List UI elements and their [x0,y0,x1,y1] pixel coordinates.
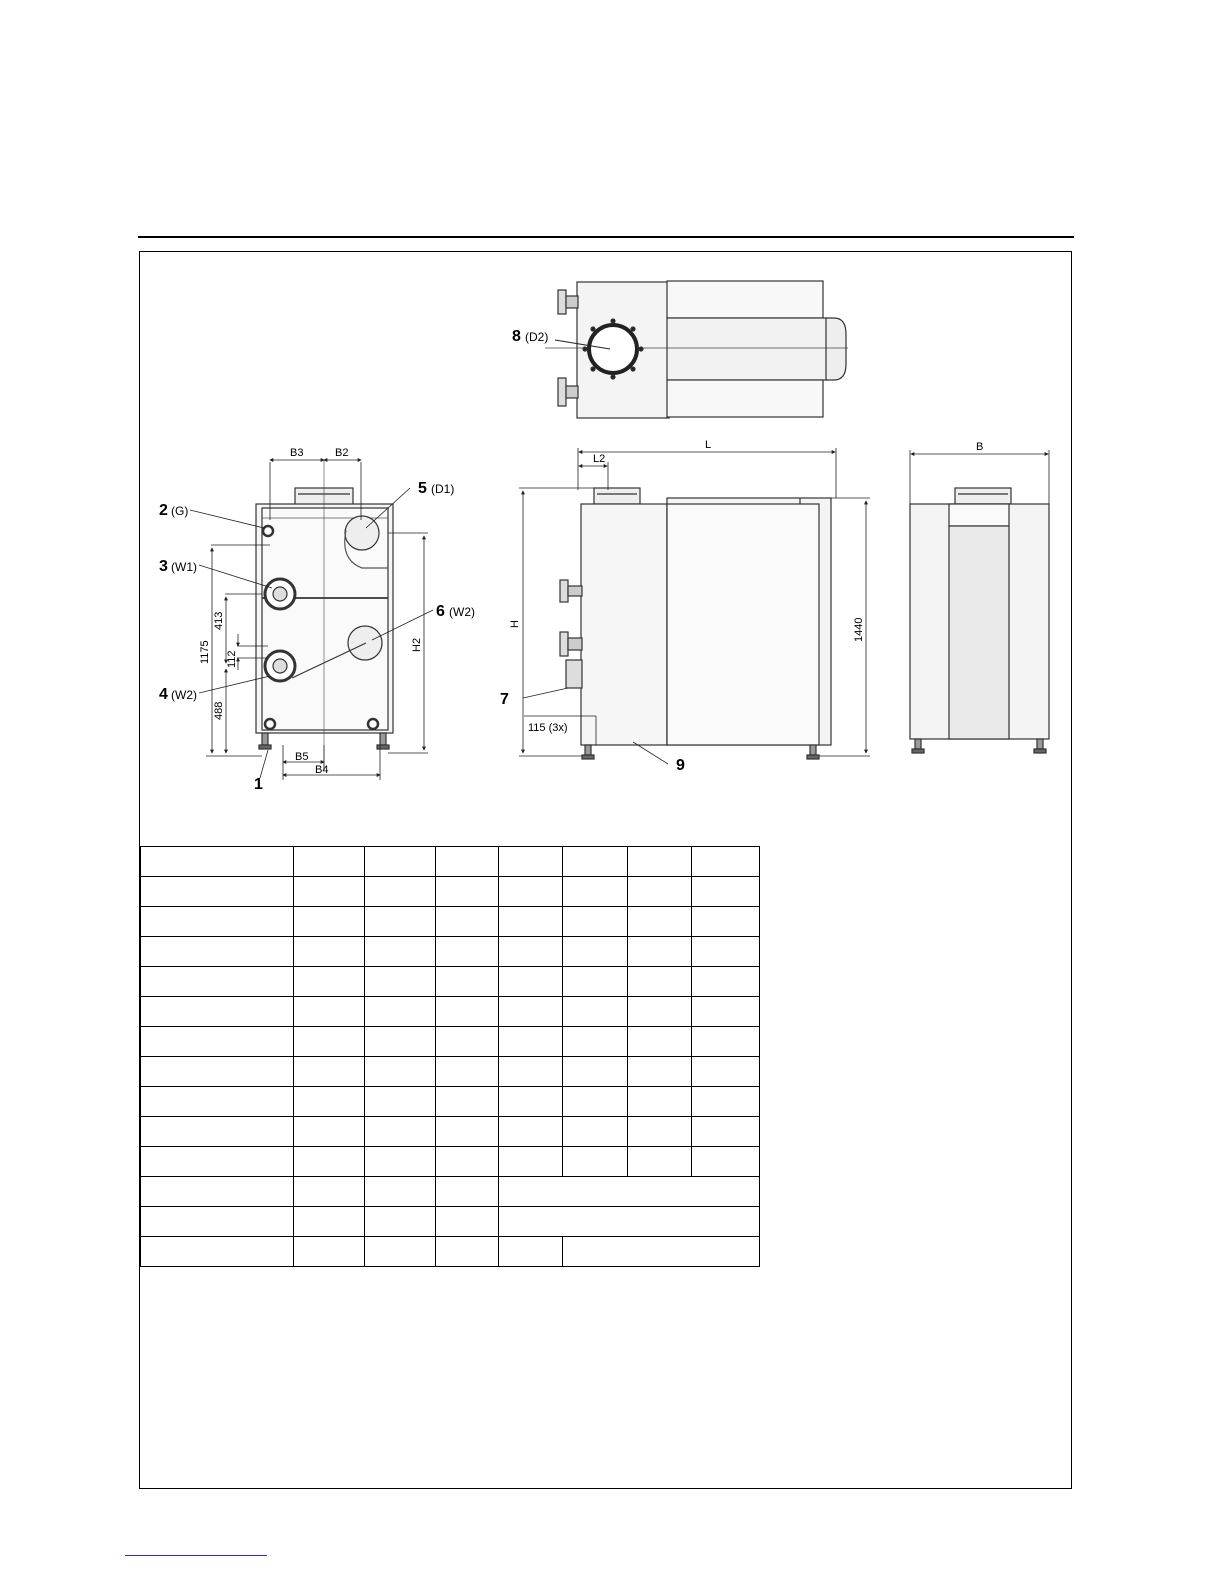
callout-3-code: (W1) [171,560,197,574]
table-cell [141,847,294,877]
table-cell [294,1147,365,1177]
side-view [560,488,831,759]
table-cell [436,1117,499,1147]
table-cell [499,997,563,1027]
table-row [141,847,760,877]
callout-1-number: 1 [254,776,263,793]
table-cell [499,967,563,997]
table-cell [141,907,294,937]
dim-b5: B5 [295,751,309,763]
table-cell [294,1117,365,1147]
table-cell [365,1237,436,1267]
table-cell [692,907,760,937]
table-cell [563,907,628,937]
table-cell [563,1087,628,1117]
table-cell [692,1057,760,1087]
table-cell [563,1027,628,1057]
table-cell [692,967,760,997]
table-cell [563,997,628,1027]
table-cell [499,1087,563,1117]
table-cell [294,1237,365,1267]
footer-link-underline [125,1555,267,1556]
table-cell [365,1057,436,1087]
table-row [141,1087,760,1117]
table-cell [365,1117,436,1147]
callout-4-number: 4 [159,686,168,703]
front-view [256,460,393,770]
table-cell [563,1237,760,1267]
table-cell [294,937,365,967]
dim-413: 413 [213,611,225,630]
table-row [141,877,760,907]
table-cell [294,877,365,907]
table-cell [692,847,760,877]
table-cell [141,1237,294,1267]
table-cell [628,847,692,877]
table-cell [436,877,499,907]
table-cell [499,1117,563,1147]
table-cell [692,1027,760,1057]
dim-488: 488 [213,701,225,720]
table-cell [563,937,628,967]
table-cell [628,997,692,1027]
table-row [141,937,760,967]
table-cell [628,877,692,907]
table-row [141,1237,760,1267]
table-cell [294,967,365,997]
table-cell [141,1117,294,1147]
table-cell [628,907,692,937]
dim-1440: 1440 [853,617,865,642]
callout-5-code: (D1) [431,482,455,496]
table-cell [499,1057,563,1087]
table-cell [294,997,365,1027]
table-cell [365,967,436,997]
dim-l: L [705,439,712,451]
table-cell [365,907,436,937]
table-cell [365,1147,436,1177]
table-cell [436,967,499,997]
table-cell [563,847,628,877]
callout-8-number: 8 [512,328,521,345]
table-row [141,1027,760,1057]
dim-b3: B3 [290,447,304,459]
table-cell [499,1237,563,1267]
table-cell [563,1057,628,1087]
table-cell [499,1177,760,1207]
callout-3-number: 3 [159,558,168,575]
table-row [141,1147,760,1177]
table-cell [141,1027,294,1057]
table-cell [436,937,499,967]
table-cell [563,1147,628,1177]
table-cell [628,1117,692,1147]
table-cell [692,937,760,967]
callout-2-code: (G) [171,504,189,518]
table-cell [563,1117,628,1147]
table-cell [294,1177,365,1207]
table-cell [436,847,499,877]
table-cell [499,1207,760,1237]
table-cell [141,1207,294,1237]
table-cell [628,1087,692,1117]
table-cell [141,1087,294,1117]
table-cell [141,967,294,997]
table-cell [365,877,436,907]
rear-view [910,488,1049,753]
dim-l2: L2 [593,453,606,465]
table-cell [294,847,365,877]
table-cell [141,997,294,1027]
table-cell [436,1087,499,1117]
table-cell [365,1087,436,1117]
table-cell [141,1057,294,1087]
table-cell [365,997,436,1027]
table-cell [436,1027,499,1057]
table-cell [365,1177,436,1207]
callout-5-number: 5 [418,480,427,497]
table-cell [692,997,760,1027]
table-cell [294,1057,365,1087]
table-cell [141,937,294,967]
table-cell [692,1087,760,1117]
table-row [141,1057,760,1087]
dim-115-3x: 115 (3x) [528,722,568,734]
dim-112: 112 [226,650,238,668]
table-cell [141,1147,294,1177]
dim-b2: B2 [335,447,349,459]
top-view [545,281,848,418]
callout-2-number: 2 [159,502,168,519]
callout-9-number: 9 [676,757,685,774]
callout-4-code: (W2) [171,688,197,702]
table-cell [365,847,436,877]
table-cell [499,937,563,967]
callout-8-code: (D2) [525,330,549,344]
table-cell [499,1147,563,1177]
table-row [141,997,760,1027]
dimensions-table [140,846,760,1267]
table-row [141,907,760,937]
table-cell [563,967,628,997]
table-cell [294,1027,365,1057]
table-cell [436,1177,499,1207]
table-cell [692,1147,760,1177]
table-cell [141,877,294,907]
table-cell [294,907,365,937]
table-cell [563,877,628,907]
table-cell [436,997,499,1027]
table-cell [436,1237,499,1267]
table-cell [499,847,563,877]
table-cell [499,877,563,907]
table-cell [628,1027,692,1057]
callout-7-number: 7 [500,691,509,708]
dim-b: B [976,441,984,453]
dim-b4: B4 [315,764,329,776]
table-cell [692,877,760,907]
table-cell [499,907,563,937]
table-cell [628,937,692,967]
table-cell [436,1207,499,1237]
dim-h2: H2 [411,637,423,652]
table-cell [628,1147,692,1177]
table-cell [294,1207,365,1237]
table-cell [365,937,436,967]
dim-1175: 1175 [199,640,211,664]
table-cell [499,1027,563,1057]
callout-6-number: 6 [436,603,445,620]
dim-h: H [509,620,521,628]
table-cell [365,1027,436,1057]
table-row [141,1117,760,1147]
table-cell [141,1177,294,1207]
table-cell [436,907,499,937]
table-row [141,967,760,997]
table-row [141,1177,760,1207]
table-cell [294,1087,365,1117]
table-cell [628,967,692,997]
table-cell [692,1117,760,1147]
callout-6-code: (W2) [449,605,475,619]
table-cell [365,1207,436,1237]
table-row [141,1207,760,1237]
table-cell [436,1057,499,1087]
table-cell [628,1057,692,1087]
table-cell [436,1147,499,1177]
